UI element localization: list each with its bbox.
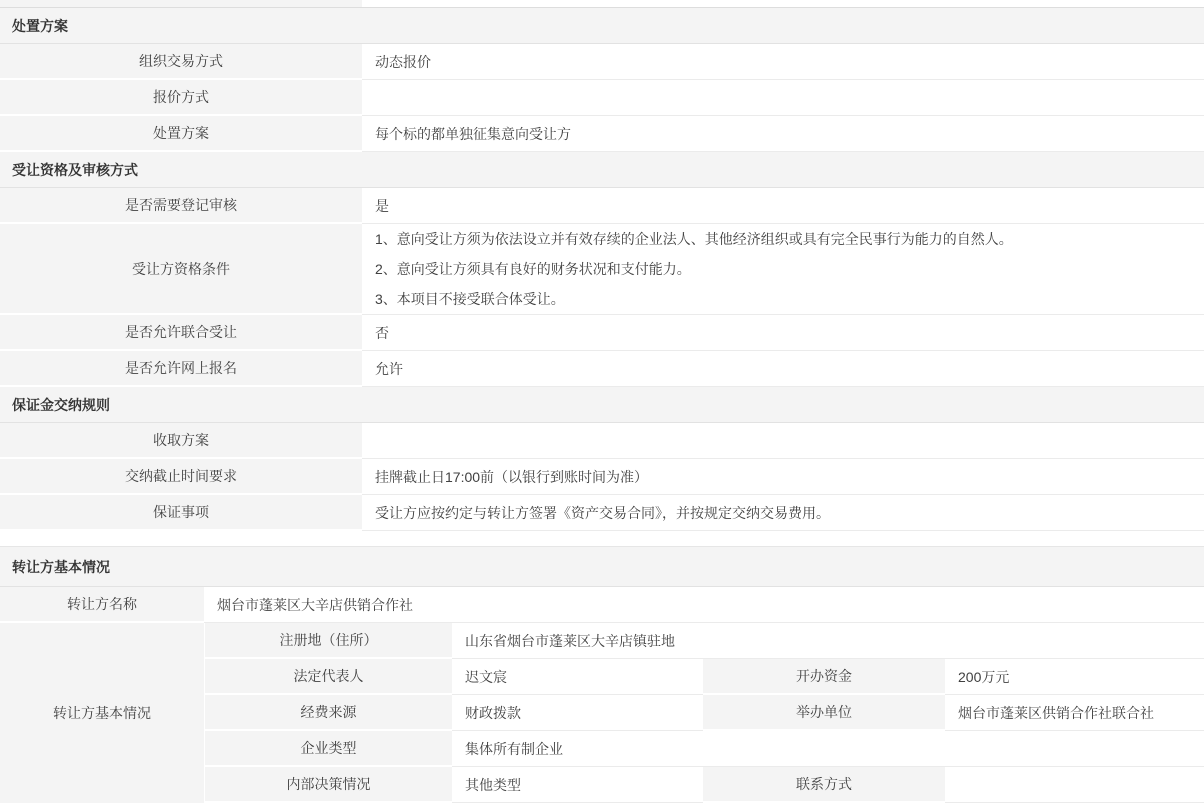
field-label-quotation-method: 报价方式 [0, 80, 362, 116]
field-value-internal-decision: 其他类型 [452, 767, 703, 803]
qualification-condition-1: 1、意向受让方须为依法设立并有效存续的企业法人、其他经济组织或具有完全民事行为能力的自然人。 [375, 231, 1013, 247]
field-value-registration-review-required: 是 [362, 188, 1204, 224]
field-label-transferee-qualification-conditions: 受让方资格条件 [0, 224, 362, 315]
section-header-transferor-info: 转让方基本情况 [0, 547, 1204, 587]
field-label-guarantee-matters: 保证事项 [0, 495, 362, 531]
transferor-info-table [0, 546, 1204, 803]
field-label-payment-deadline: 交纳截止时间要求 [0, 459, 362, 495]
field-value-organizer: 烟台市蓬莱区供销合作社联合社 [945, 695, 1204, 731]
table-row [0, 116, 1204, 152]
field-value-organize-trade-method: 动态报价 [362, 44, 1204, 80]
cutoff-row [0, 0, 1204, 8]
table-row [0, 459, 1204, 495]
field-value-transferor-name: 烟台市蓬莱区大辛店供销合作社 [204, 587, 1204, 623]
field-label-registered-address: 注册地（住所） [204, 623, 452, 659]
field-value-legal-representative: 迟文宸 [452, 659, 703, 695]
cutoff-row-label-cell [0, 0, 362, 8]
field-value-enterprise-type: 集体所有制企业 [452, 731, 1204, 767]
section-header-deposit-rules: 保证金交纳规则 [0, 387, 1204, 423]
field-label-transferor-basic-info: 转让方基本情况 [0, 623, 204, 803]
field-label-organize-trade-method: 组织交易方式 [0, 44, 362, 80]
field-value-online-registration-allowed: 允许 [362, 351, 1204, 387]
field-value-funding-source: 财政拨款 [452, 695, 703, 731]
field-value-registered-address: 山东省烟台市蓬莱区大辛店镇驻地 [452, 623, 1204, 659]
field-value-contact-info [945, 767, 1204, 803]
field-value-transferee-qualification-conditions [362, 224, 1204, 315]
section-header-row [0, 152, 1204, 188]
field-label-startup-capital: 开办资金 [703, 659, 945, 695]
section-header-row [0, 547, 1204, 587]
table-row [0, 315, 1204, 351]
field-label-joint-transfer-allowed: 是否允许联合受让 [0, 315, 362, 351]
table-row [0, 587, 1204, 623]
field-label-internal-decision: 内部决策情况 [204, 767, 452, 803]
field-label-disposal-plan: 处置方案 [0, 116, 362, 152]
field-value-startup-capital: 200万元 [945, 659, 1204, 695]
section-header-transferee-qualification: 受让资格及审核方式 [0, 152, 1204, 188]
field-label-legal-representative: 法定代表人 [204, 659, 452, 695]
field-label-funding-source: 经费来源 [204, 695, 452, 731]
field-label-collection-plan: 收取方案 [0, 423, 362, 459]
table-row [0, 80, 1204, 116]
qualification-condition-3: 3、本项目不接受联合体受让。 [375, 291, 565, 307]
field-value-collection-plan [362, 423, 1204, 459]
field-value-payment-deadline: 挂牌截止日17:00前（以银行到账时间为准） [362, 459, 1204, 495]
field-label-online-registration-allowed: 是否允许网上报名 [0, 351, 362, 387]
qualification-condition-2: 2、意向受让方须具有良好的财务状况和支付能力。 [375, 261, 691, 277]
table-row [0, 495, 1204, 531]
table-row [0, 623, 1204, 659]
field-label-transferor-name: 转让方名称 [0, 587, 204, 623]
section-header-disposal-plan: 处置方案 [0, 8, 1204, 44]
table-gap [0, 531, 1204, 546]
field-label-enterprise-type: 企业类型 [204, 731, 452, 767]
field-label-organizer: 举办单位 [703, 695, 945, 731]
field-label-registration-review-required: 是否需要登记审核 [0, 188, 362, 224]
field-value-guarantee-matters: 受让方应按约定与转让方签署《资产交易合同》，并按规定交纳交易费用。 [362, 495, 1204, 531]
field-value-joint-transfer-allowed: 否 [362, 315, 1204, 351]
section-header-row [0, 387, 1204, 423]
cutoff-row-value-cell [362, 0, 1204, 8]
table-row [0, 44, 1204, 80]
field-value-disposal-plan: 每个标的都单独征集意向受让方 [362, 116, 1204, 152]
field-label-contact-info: 联系方式 [703, 767, 945, 803]
table-row [0, 224, 1204, 315]
table-row [0, 423, 1204, 459]
table-row [0, 351, 1204, 387]
field-value-quotation-method [362, 80, 1204, 116]
table-row [0, 188, 1204, 224]
section-header-row [0, 8, 1204, 44]
